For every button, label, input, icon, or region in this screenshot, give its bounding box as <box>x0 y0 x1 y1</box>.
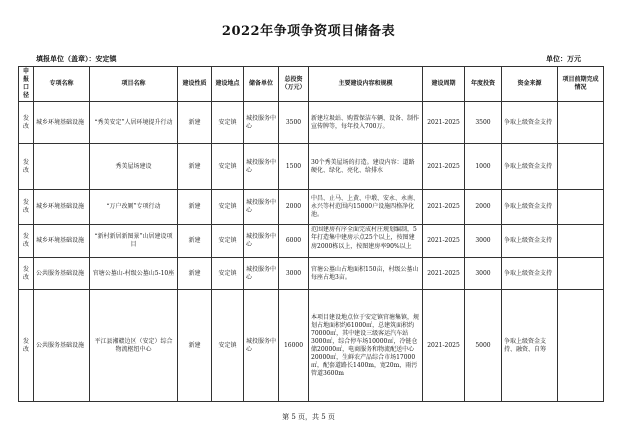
cell-nature: 新建 <box>178 102 212 144</box>
cell-project-name: 官塘公墓山-村级公墓山5-10座 <box>90 258 178 290</box>
cell-funding: 争取上级资金支持 <box>502 258 558 290</box>
cell-period: 2021-2025 <box>423 258 465 290</box>
cell-funding: 争取上级资金支持 <box>502 144 558 190</box>
reporting-unit: 填报单位（盖章）：安定镇 <box>36 54 117 63</box>
cell-location: 安定镇 <box>212 258 244 290</box>
cell-reserve-unit: 城投服务中心 <box>244 190 279 225</box>
cell-special: 公共服务基础设施 <box>34 258 90 290</box>
cell-annual-investment: 3500 <box>465 102 502 144</box>
cell-caliber: 发改 <box>19 225 34 258</box>
cell-funding: 争取上级资金支持、融资、自筹 <box>502 290 558 402</box>
cell-annual-investment: 3000 <box>465 258 502 290</box>
cell-content: 新建垃圾站、购置保洁车辆、设备、制作宣传牌等，每年投入700万。 <box>309 102 423 144</box>
header-cell: 专项名称 <box>34 67 90 102</box>
page-footer: 第 5 页，共 5 页 <box>282 413 335 421</box>
cell-funding: 争取上级资金支持 <box>502 102 558 144</box>
cell-reserve-unit: 城投服务中心 <box>244 225 279 258</box>
cell-project-name: “新村新居新图景”山居建设项目 <box>90 225 178 258</box>
header-cell: 主要建设内容和规模 <box>309 67 423 102</box>
table-row <box>19 258 604 290</box>
cell-total-investment: 1500 <box>279 144 309 190</box>
cell-total-investment: 6000 <box>279 225 309 258</box>
cell-reserve-unit: 城投服务中心 <box>244 144 279 190</box>
cell-nature: 新建 <box>178 290 212 402</box>
header-cell: 建设性质 <box>178 67 212 102</box>
cell-project-name: 秀美屋场建设 <box>90 144 178 190</box>
cell-caliber: 发改 <box>19 190 34 225</box>
cell-nature: 新建 <box>178 258 212 290</box>
content-text: 范围建房有序全面完成村庄规划编制，5年打造集中建房示点25个以上，按图建房2000栋以上，按图建房率90%以上 <box>311 226 417 250</box>
cell-caliber: 发改 <box>19 102 34 144</box>
cell-content: 中昌、止马、上黄、中塅、安永、永南、永兴等村范围内15000户设施四格净化池。 <box>309 190 423 225</box>
cell-reserve-unit: 城投服务中心 <box>244 258 279 290</box>
cell-project-name: 平江县湘赣边区（安定）综合物流枢纽中心 <box>90 290 178 402</box>
cell-nature: 新建 <box>178 225 212 258</box>
cell-location: 安定镇 <box>212 144 244 190</box>
cell-annual-investment: 5000 <box>465 290 502 402</box>
table-row <box>19 225 604 258</box>
cell-funding: 争取上级资金支持 <box>502 225 558 258</box>
page-title: 2022年争项争资项目储备表 <box>221 24 396 39</box>
header-cell: 资金来源 <box>502 67 558 102</box>
cell-progress <box>558 144 604 190</box>
table-row <box>19 144 604 190</box>
cell-total-investment: 16000 <box>279 290 309 402</box>
cell-annual-investment: 2000 <box>465 190 502 225</box>
cell-caliber: 发改 <box>19 290 34 402</box>
project-reserve-table <box>18 66 604 402</box>
header-cell: 项目名称 <box>90 67 178 102</box>
cell-total-investment: 2000 <box>279 190 309 225</box>
table-header-row <box>19 67 604 102</box>
cell-total-investment: 3500 <box>279 102 309 144</box>
cell-progress <box>558 290 604 402</box>
cell-progress <box>558 190 604 225</box>
table-row <box>19 290 604 402</box>
cell-progress <box>558 102 604 144</box>
currency-unit: 单位：万元 <box>546 54 581 63</box>
header-cell: 建设周期 <box>423 67 465 102</box>
cell-location: 安定镇 <box>212 225 244 258</box>
table-row <box>19 102 604 144</box>
cell-special: 公共服务基础设施 <box>34 290 90 402</box>
cell-period: 2021-2025 <box>423 102 465 144</box>
cell-project-name: “万户改厕”专项行动 <box>90 190 178 225</box>
cell-special <box>34 144 90 190</box>
cell-total-investment: 3000 <box>279 258 309 290</box>
cell-content: 30个秀美屋场的打造。建设内容：道路硬化、绿化、亮化、给排水 <box>309 144 423 190</box>
header-cell: 年度投资 <box>465 67 502 102</box>
cell-funding: 争取上级资金支持 <box>502 190 558 225</box>
cell-period: 2021-2025 <box>423 144 465 190</box>
cell-nature: 新建 <box>178 144 212 190</box>
header-cell: 储备单位 <box>244 67 279 102</box>
cell-annual-investment: 1000 <box>465 144 502 190</box>
cell-period: 2021-2025 <box>423 190 465 225</box>
cell-project-name: “秀美安定”人居环境提升行动 <box>90 102 178 144</box>
cell-location: 安定镇 <box>212 190 244 225</box>
cell-special: 城乡环境基础设施 <box>34 190 90 225</box>
table-row <box>19 190 604 225</box>
cell-progress <box>558 225 604 258</box>
cell-caliber: 发改 <box>19 258 34 290</box>
cell-content: 本项目建设地点位于安定镇官塘集镇，规划占地面积约61000㎡，总建筑面积约70000㎡，其中建设三级客运汽车站3000㎡，综合停车场10000㎡，冷链仓储20000㎡，电商服务和物流配送中心20000㎡，生鲜农产品综合市场17000㎡，配套道路长1400m，宽20m，雨污管道3600m <box>309 290 423 402</box>
cell-annual-investment: 3000 <box>465 225 502 258</box>
cell-special: 城乡环境基础设施 <box>34 102 90 144</box>
header-cell: 建设地点 <box>212 67 244 102</box>
cell-content: 官塘公墓山占地面积150亩，村级公墓山每座占地3亩。 <box>309 258 423 290</box>
header-cell: 项目前期完成情况 <box>558 67 604 102</box>
cell-caliber: 发改 <box>19 144 34 190</box>
cell-special: 城乡环境基础设施 <box>34 225 90 258</box>
cell-nature: 新建 <box>178 190 212 225</box>
cell-reserve-unit: 城投服务中心 <box>244 290 279 402</box>
cell-progress <box>558 258 604 290</box>
header-cell: 申报口径 <box>19 67 34 102</box>
header-cell: 总投资（万元） <box>279 67 309 102</box>
cell-reserve-unit: 城投服务中心 <box>244 102 279 144</box>
cell-location: 安定镇 <box>212 102 244 144</box>
cell-content <box>309 225 423 258</box>
cell-period: 2021-2025 <box>423 225 465 258</box>
cell-location: 安定镇 <box>212 290 244 402</box>
cell-period: 2021-2025 <box>423 290 465 402</box>
